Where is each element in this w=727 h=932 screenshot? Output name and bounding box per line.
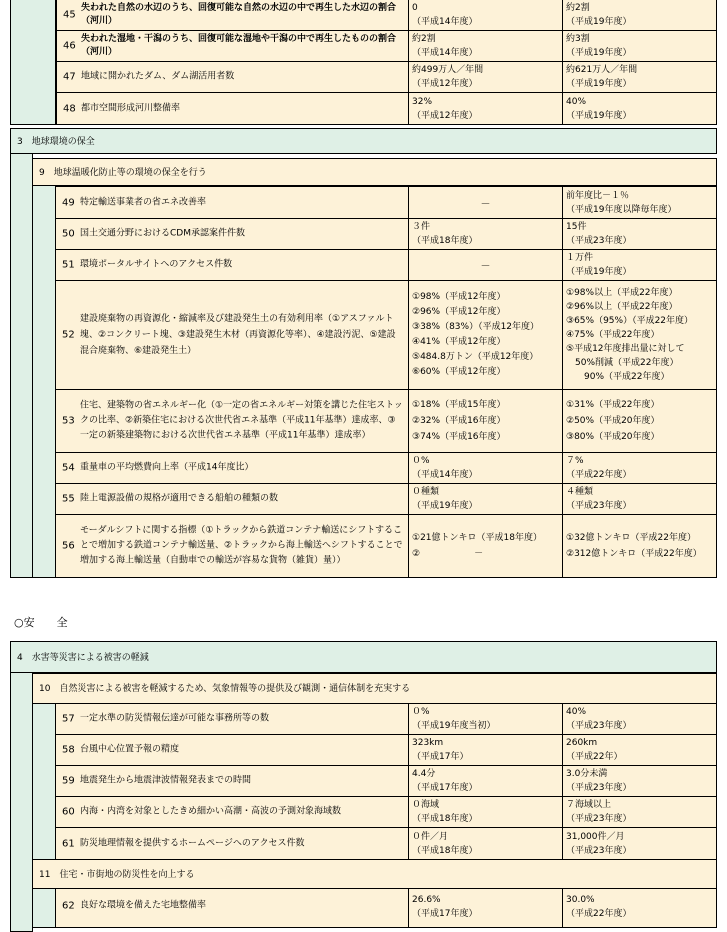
row-label: 防災地理情報を提供するホームページへのアクセス件数 xyxy=(80,838,305,848)
current-year: （平成14年度） xyxy=(412,470,478,480)
current-value: ０件／月 xyxy=(412,831,449,842)
section-header-3: 3 地球環境の保全 xyxy=(10,128,717,154)
target-value: ①31%（平成22年度） xyxy=(566,400,660,410)
target-value: ４種類 xyxy=(566,487,594,497)
current-value-cell xyxy=(408,483,563,515)
row-label: 重量車の平均燃費向上率（平成14年度比） xyxy=(80,462,254,473)
current-value: ⑤484.8万トン（平成12年度） xyxy=(412,352,539,362)
current-year: （平成14年度） xyxy=(412,48,478,58)
row-label: 台風中心位置予報の精度 xyxy=(80,744,180,755)
target-year: （平成23年度） xyxy=(566,721,632,731)
current-value: ②96%（平成12年度） xyxy=(412,307,506,317)
row-number: 53 xyxy=(62,415,75,427)
current-year: （平成17年度） xyxy=(412,783,478,793)
target-value: ７% xyxy=(566,456,584,466)
target-value: 15件 xyxy=(566,222,587,232)
current-value-cell xyxy=(408,249,563,281)
target-value: ②312億トンキロ（平成22年度） xyxy=(566,549,702,559)
current-value: 約2割 xyxy=(412,34,436,44)
row-number: 54 xyxy=(62,462,75,474)
safety-section-title: ○安 全 xyxy=(14,616,68,629)
target-value-cell xyxy=(562,888,717,928)
current-value: 323km xyxy=(412,738,444,748)
subsection11-left-margin xyxy=(32,888,56,928)
row-label-cell xyxy=(55,249,409,281)
target-value-cell xyxy=(562,703,717,735)
target-value: 90%（平成22年度） xyxy=(566,372,670,382)
current-value: 約499万人／年間 xyxy=(412,65,484,75)
target-value-cell xyxy=(562,765,717,797)
section-header-4: 4 水害等災害による被害の軽減 xyxy=(10,641,717,673)
subsection10-left-margin xyxy=(32,703,56,860)
target-value: ７海域以上 xyxy=(566,800,612,810)
current-value: 4.4分 xyxy=(412,769,436,779)
target-value: １万件 xyxy=(566,253,594,263)
subsection-header-10: 10 自然災害による被害を軽減するため、気象情報等の提供及び観測・通信体制を充実する xyxy=(32,673,717,704)
target-year: （平成19年度） xyxy=(566,110,632,121)
row-label-cell xyxy=(56,30,409,62)
target-year: （平成19年度） xyxy=(566,267,632,277)
current-value-cell xyxy=(408,765,563,797)
section3-left-margin xyxy=(10,153,33,578)
current-value: 32% xyxy=(412,96,433,107)
row-label: 一定水準の防災情報伝達が可能な事務所等の数 xyxy=(80,713,270,724)
target-value: 約2割 xyxy=(566,3,590,13)
target-value: 約3割 xyxy=(566,34,590,44)
row-label: モーダルシフトに関する指標（①トラックから鉄道コンテナ輸送にシフトすることで増加する鉄道コンテナ輸送量、②トラックから海上輸送へシフトすることで増加する海上輸送量（自動車での輸送が容易な貨物（雑貨）量）） xyxy=(80,525,403,566)
target-value: ③65%（95%）（平成22年度） xyxy=(566,316,694,326)
current-value-cell xyxy=(408,389,563,453)
current-year: （平成18年度） xyxy=(412,814,478,824)
current-value-cell xyxy=(408,827,563,860)
target-year: （平成22年） xyxy=(566,752,623,762)
row-label-cell xyxy=(55,827,409,860)
current-value: ⑥60%（平成12年度） xyxy=(412,367,506,377)
current-value-cell xyxy=(408,888,563,928)
current-value-cell xyxy=(408,218,563,250)
target-value-cell xyxy=(562,280,717,390)
current-year: （平成14年度） xyxy=(412,17,478,27)
target-year: （平成23年度） xyxy=(566,783,632,793)
target-value-cell xyxy=(562,92,717,125)
row-label: 陸上電源設備の規格が適用できる船舶の種類の数 xyxy=(80,493,279,504)
target-value: 50%削減（平成22年度） xyxy=(566,358,679,368)
row-number: 62 xyxy=(62,900,75,912)
row-label-cell xyxy=(56,61,409,93)
current-year: （平成12年度） xyxy=(412,110,478,121)
current-value-cell xyxy=(408,734,563,766)
target-year: （平成19年度） xyxy=(566,48,632,58)
row-label-cell xyxy=(55,703,409,735)
target-value-cell xyxy=(562,218,717,250)
target-year: （平成19年度） xyxy=(566,17,632,27)
target-value: 約621万人／年間 xyxy=(566,65,638,75)
target-value: ②96%以上（平成22年度） xyxy=(566,302,678,312)
current-value: ③74%（平成16年度） xyxy=(412,432,506,442)
current-value: ①18%（平成15年度） xyxy=(412,400,506,410)
target-value-cell xyxy=(562,30,717,62)
row-number: 50 xyxy=(62,228,75,240)
target-year: （平成19年度以降毎年度） xyxy=(566,204,677,215)
target-year: （平成22年度） xyxy=(566,470,632,480)
target-value-cell xyxy=(562,827,717,860)
row-label-cell xyxy=(55,796,409,828)
subsection-header-11: 11 住宅・市街地の防災性を向上する xyxy=(32,859,717,889)
row-label: 都市空間形成河川整備率 xyxy=(81,103,181,113)
target-value-cell xyxy=(562,61,717,93)
target-value: ③80%（平成20年度） xyxy=(566,432,660,442)
target-value-cell xyxy=(562,249,717,281)
row-label-cell xyxy=(55,483,409,515)
current-year: （平成12年度） xyxy=(412,79,478,89)
target-value-cell xyxy=(562,452,717,484)
current-year: （平成18年度） xyxy=(412,845,478,856)
target-value-cell xyxy=(562,186,717,219)
target-value: 260km xyxy=(566,738,598,748)
row-label: 国土交通分野におけるCDM承認案件件数 xyxy=(80,228,245,239)
current-year: （平成19年度） xyxy=(412,501,478,511)
row-label: 地震発生から地震津波情報発表までの時間 xyxy=(80,775,252,786)
current-value: ０% xyxy=(412,707,430,717)
row-label-cell xyxy=(55,452,409,484)
row-label-cell xyxy=(56,92,409,125)
current-value-cell xyxy=(408,0,563,31)
current-year: （平成17年） xyxy=(412,752,469,762)
target-value-cell xyxy=(562,389,717,453)
row-label-cell xyxy=(56,0,409,31)
row-label: 環境ポータルサイトへのアクセス件数 xyxy=(80,259,233,270)
current-value: ③38%（83%）（平成12年度） xyxy=(412,322,540,332)
current-value-cell xyxy=(408,703,563,735)
row-label-cell xyxy=(55,218,409,250)
current-value: － xyxy=(480,199,491,210)
target-value-cell xyxy=(562,734,717,766)
current-value-cell xyxy=(408,514,563,578)
row-label: 住宅、建築物の省エネルギー化（①一定の省エネルギー対策を講じた住宅ストックの比率、②新築住宅における次世代省エネ基準（平成11年基準）達成率、③一定の新築建築物における次世代省エネ基準（平成11年基準）達成率） xyxy=(80,400,403,441)
target-value: 3.0分未満 xyxy=(566,769,608,779)
current-value-cell xyxy=(408,796,563,828)
row-number: 56 xyxy=(62,540,75,552)
current-value: ②32%（平成16年度） xyxy=(412,416,506,426)
current-value-cell xyxy=(408,280,563,390)
target-value-cell xyxy=(562,0,717,31)
current-value-cell xyxy=(408,30,563,62)
row-label-cell xyxy=(55,514,409,578)
row-number: 48 xyxy=(63,103,76,114)
row-number: 45 xyxy=(63,9,76,21)
row-number: 47 xyxy=(63,71,76,83)
current-value: ①21億トンキロ（平成18年度） xyxy=(412,533,542,543)
row-label-cell xyxy=(55,389,409,453)
row-number: 57 xyxy=(62,713,75,725)
current-value-cell xyxy=(408,61,563,93)
row-label: 失われた湿地・干潟のうち、回復可能な湿地や干潟の中で再生したものの割合（河川） xyxy=(81,34,397,57)
row-number: 52 xyxy=(62,329,75,341)
current-year: （平成19年度当初） xyxy=(412,721,496,731)
target-value-cell xyxy=(562,483,717,515)
current-value: ０種類 xyxy=(412,487,440,497)
target-year: （平成19年度） xyxy=(566,79,632,89)
subsection-header-9: 9 地球温暖化防止等の環境の保全を行う xyxy=(32,158,717,186)
current-value: ④41%（平成12年度） xyxy=(412,337,506,347)
target-year: （平成23年度） xyxy=(566,814,632,824)
target-value: ②50%（平成20年度） xyxy=(566,416,660,426)
current-value-cell xyxy=(408,186,563,219)
row-label-cell xyxy=(55,186,409,219)
current-value: ０% xyxy=(412,456,430,466)
current-value-cell xyxy=(408,92,563,125)
current-value-cell xyxy=(408,452,563,484)
target-value-cell xyxy=(562,514,717,578)
row-number: 51 xyxy=(62,259,75,271)
row-label: 内海・内湾を対象としたきめ細かい高潮・高波の予測対象海域数 xyxy=(80,806,342,817)
top-block-left-margin xyxy=(10,0,56,125)
row-number: 59 xyxy=(62,775,75,787)
current-value: － xyxy=(480,261,491,273)
target-year: （平成23年度） xyxy=(566,845,632,856)
current-value: ３件 xyxy=(412,222,431,232)
target-value: 前年度比－１％ xyxy=(566,190,630,201)
target-value: 31,000件／月 xyxy=(566,831,625,842)
current-value: 26.6% xyxy=(412,895,441,905)
current-year: （平成17年度） xyxy=(412,909,478,919)
current-value: ①98%（平成12年度） xyxy=(412,292,506,302)
row-number: 55 xyxy=(62,493,75,505)
target-value: ④75%（平成22年度） xyxy=(566,330,660,340)
target-value: ①32億トンキロ（平成22年度） xyxy=(566,533,696,543)
row-label: 特定輸送事業者の省エネ改善率 xyxy=(80,197,207,207)
target-value: 30.0% xyxy=(566,895,595,905)
target-value: 40% xyxy=(566,707,587,717)
row-label: 建設廃棄物の再資源化・縮減率及び建設発生土の有効利用率（①アスファルト塊、②コンクリート塊、③建設発生木材（再資源化等率）、④建設汚泥、⑤建設混合廃棄物、⑥建設発生土） xyxy=(80,314,396,356)
current-year: （平成18年度） xyxy=(412,236,478,246)
row-number: 46 xyxy=(63,40,76,52)
current-value: ② － xyxy=(412,549,484,559)
target-year: （平成22年度） xyxy=(566,909,632,919)
target-value: ①98%以上（平成22年度） xyxy=(566,288,678,298)
row-number: 58 xyxy=(62,744,75,756)
row-number: 61 xyxy=(62,838,75,849)
row-label-cell xyxy=(55,888,409,928)
subsection9-left-margin xyxy=(32,185,56,578)
section4-left-margin xyxy=(10,672,33,932)
row-label-cell xyxy=(55,765,409,797)
row-label: 地域に開かれたダム、ダム湖活用者数 xyxy=(81,71,235,82)
target-value: 40% xyxy=(566,96,587,107)
target-value: ⑤平成12年度排出量に対して xyxy=(566,344,685,354)
row-label-cell xyxy=(55,734,409,766)
target-year: （平成23年度） xyxy=(566,501,632,511)
current-value: ０海域 xyxy=(412,800,440,810)
target-year: （平成23年度） xyxy=(566,236,632,246)
row-number: 60 xyxy=(62,806,75,818)
row-label: 失われた自然の水辺のうち、回復可能な自然の水辺の中で再生した水辺の割合（河川） xyxy=(81,3,397,26)
target-value-cell xyxy=(562,796,717,828)
row-label: 良好な環境を備えた宅地整備率 xyxy=(80,900,207,911)
current-value: 0 xyxy=(412,3,418,13)
row-number: 49 xyxy=(62,197,75,208)
row-label-cell xyxy=(55,280,409,390)
